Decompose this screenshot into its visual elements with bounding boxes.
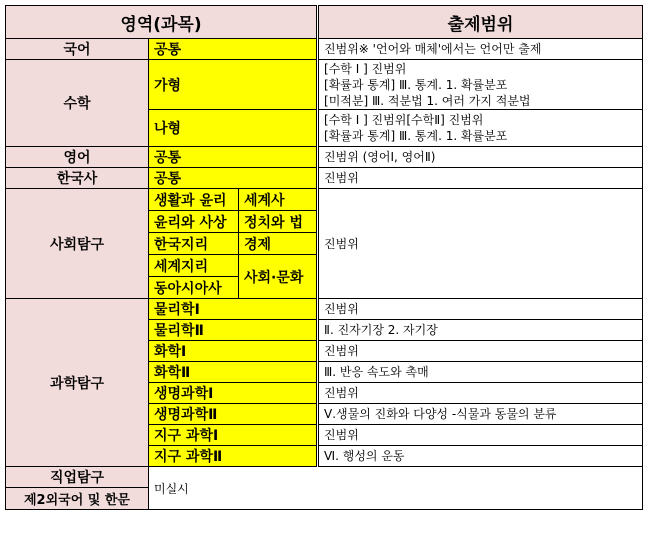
- table-row-vocational: [6, 467, 643, 488]
- range-science: 진범위: [318, 425, 643, 446]
- subject-social: 윤리와 사상: [149, 211, 239, 233]
- range-history: 진범위: [318, 168, 643, 189]
- subject-science: 생명과학Ⅰ: [149, 383, 318, 404]
- category-science: 과학탐구: [6, 299, 149, 467]
- subject-social: 세계사: [239, 189, 318, 211]
- range-english: 진범위 (영어Ⅰ, 영어Ⅱ): [318, 147, 643, 168]
- range-science: Ⅲ. 반응 속도와 촉매: [318, 362, 643, 383]
- exam-scope-table: [5, 5, 643, 510]
- subject-science: 물리학Ⅱ: [149, 320, 318, 341]
- range-science: 진범위: [318, 383, 643, 404]
- range-science: Ⅱ. 진자기장 2. 자기장: [318, 320, 643, 341]
- range-science: Ⅵ. 행성의 운동: [318, 446, 643, 467]
- subject-math-ga: 가형: [149, 60, 318, 110]
- category-vocational: 직업탐구: [6, 467, 149, 488]
- subject-science: 생명과학Ⅱ: [149, 404, 318, 425]
- range-math-na: [318, 110, 643, 147]
- range-social: 진범위: [318, 189, 643, 299]
- header-range: 출제범위: [318, 6, 643, 39]
- subject-science: 화학Ⅰ: [149, 341, 318, 362]
- table-row-history: [6, 168, 643, 189]
- table-row-social: [6, 189, 643, 211]
- subject-social: 동아시아사: [149, 277, 239, 299]
- header-area: 영역(과목): [6, 6, 318, 39]
- subject-science: 물리학Ⅰ: [149, 299, 318, 320]
- subject-social: 세계지리: [149, 255, 239, 277]
- subject-social: 경제: [239, 233, 318, 255]
- subject-science: 지구 과학Ⅰ: [149, 425, 318, 446]
- range-line: [미적분] Ⅲ. 적분법 1. 여러 가지 적분법: [324, 93, 531, 108]
- subject-social: 사회·문화: [239, 255, 318, 299]
- category-english: 영어: [6, 147, 149, 168]
- range-line: [수학 I ] 진범위[수학Ⅱ] 진범위: [324, 113, 484, 127]
- range-science: Ⅴ.생물의 진화와 다양성 -식물과 동물의 분류: [318, 404, 643, 425]
- range-science: 진범위: [318, 299, 643, 320]
- subject-science: 화학Ⅱ: [149, 362, 318, 383]
- range-line: [수학 I ] 진범위: [324, 61, 407, 76]
- subject-science: 지구 과학Ⅱ: [149, 446, 318, 467]
- subject-english: 공통: [149, 147, 318, 168]
- range-line: [확률과 통계] Ⅲ. 통계. 1. 확률분포: [324, 77, 508, 92]
- category-foreign: 제2외국어 및 한문: [6, 488, 149, 510]
- subject-math-na: 나형: [149, 110, 318, 147]
- table-row-math-ga: [6, 60, 643, 110]
- range-math-ga: [318, 60, 643, 110]
- range-korean: 진범위※ '언어와 매체'에서는 언어만 출제: [318, 39, 643, 60]
- table-header-row: [6, 6, 643, 39]
- subject-history: 공통: [149, 168, 318, 189]
- category-korean: 국어: [6, 39, 149, 60]
- range-science: 진범위: [318, 341, 643, 362]
- subject-korean: 공통: [149, 39, 318, 60]
- table-row-science: [6, 299, 643, 320]
- category-math: 수학: [6, 60, 149, 147]
- table-row-english: [6, 147, 643, 168]
- subject-social: 생활과 윤리: [149, 189, 239, 211]
- range-line: [확률과 통계] Ⅲ. 통계. 1. 확률분포: [324, 129, 508, 143]
- table-row-korean: [6, 39, 643, 60]
- range-not-held: 미실시: [149, 467, 643, 510]
- category-social: 사회탐구: [6, 189, 149, 299]
- category-history: 한국사: [6, 168, 149, 189]
- subject-social: 한국지리: [149, 233, 239, 255]
- subject-social: 정치와 법: [239, 211, 318, 233]
